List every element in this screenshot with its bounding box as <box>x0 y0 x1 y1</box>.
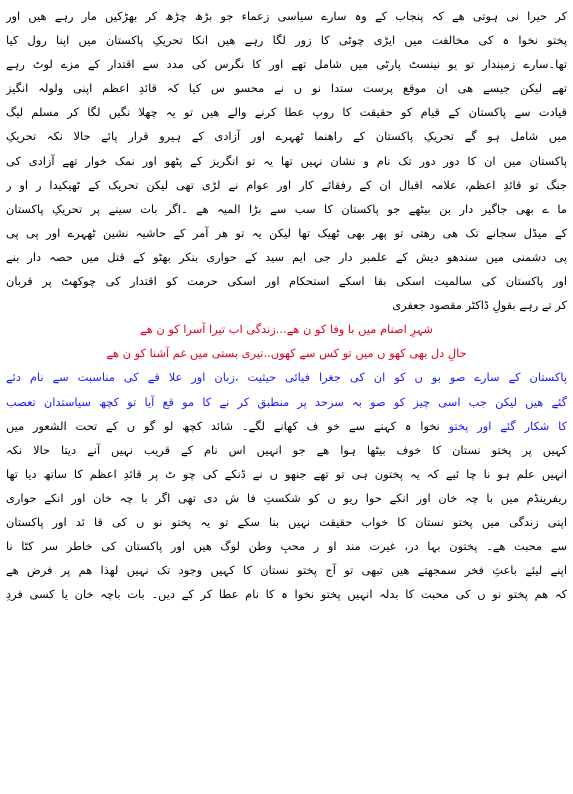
paragraph-1 <box>6 4 567 317</box>
text-line: پختو نخوا ہ کی مخالفت میں ایڑی چوٹی کا زور لگا رہے ھیں انکا تحریکِ پاکستان میں اپنا رول کیا <box>6 33 567 48</box>
highlight-line: گئے ھیں لیکن جب اسی چیز کو صو بہ سرحد پر منطبق کر نے کا مو قع آیا تو کچھ سیاستدان تعصب <box>6 394 567 409</box>
text-line: اپنی زندگی میں پختو نستان کا خواب حقیقت نہیں بنا سکے تو یہ پختو نو ں کی قا ئد اور پاکستان <box>6 514 567 529</box>
text-line: اپنے لیئے باعثِ فخر سمجھتے ھیں تبھی تو آج پختو نستان کا کہیں وجود تک نہیں لھذا ھم پر فرض ھے <box>6 563 567 578</box>
text-line: تھے لیکن جیسے ھی ان موقع پرست ستدا نو ں نے محسو س کیا کہ قائدِ اعظم اپنی ولولہ انگیز <box>6 81 567 96</box>
text-line: کر حیرا نی ہوتی ھے کہ پنجاب کے وہ سارے سیاسی زعماء جو بڑھ چڑھ کر بھڑکیں مار رہے ھیں اور <box>6 9 567 23</box>
verse-line <box>6 317 567 341</box>
verse-line <box>6 341 567 365</box>
mixed-line <box>6 414 567 438</box>
highlight-text: کا شکار گئے اور پختو <box>439 418 567 433</box>
verse-text: شہرِ اصنام میں با وفا کو ن ھے...زندگی اب تیرا آسرا کو ن ھے <box>140 322 433 337</box>
text-line: پاکستان میں ان کا دور دور تک نام و نشان نہیں تھا یہ تو انگریز کے پٹھو اور نمک خوار تھے آزادی کی <box>6 153 567 168</box>
paragraph-2 <box>6 365 567 606</box>
text-line: اور پاکستان کی سالمیت اسکی بقا اسکے استحکام اور اسکی حرمت کو اقتدار کی چوکھٹ پر قربان <box>6 274 567 289</box>
text-line: پی دشمنی میں سندھو دیش کے علمبر دار جی ایم سید کے حواری بنکر بھٹو کے قتل میں حصہ دار بنے <box>6 249 567 264</box>
text-line: کہیں پر پختو نستان کا خوف بیٹھا ہوا ھے جو انہیں اس نام کے قریب نہیں آنے دیتا حالا نکہ <box>6 442 567 457</box>
text-line: قیادت سے پاکستان کے قیام کو حقیقت کا روپ عطا کرنے والے ھیں تو یہ چھلا نگیں لگا کر مسلم لیگ <box>6 105 567 120</box>
text-line: کے میڈل سجانے تک ھی رھتی تو پھر بھی ٹھیک تھا لیکن یہ تو ھر آمر کے حاشیہ نشین ٹھہرے اور پی پی <box>6 225 567 240</box>
verse-block <box>6 317 567 365</box>
text-line: کہ ھم پختو نو ں کی محبت کا بدلہ انہیں پختو نخوا ہ کا نام عطا کر کے دیں۔ بات باچہ خان یا کسی فردِ <box>6 587 567 602</box>
text-line: کر تے رہے بقولِ ڈاکٹر مقصود جعفری <box>392 298 567 313</box>
text-line: میں شامل ہو گے تحریکِ پاکستان کے راھنما ٹھہرے اور آزادی کے ہیرو قرار پائے حالا نکہ تحریکِ <box>6 129 567 144</box>
highlight-line: پاکستان کے سارے صو بو ں کو ان کی جغرا فیائی حیثیت ،زبان اور علا قے کی مناسبت سے نام دئے <box>6 370 567 385</box>
text-line: تھا۔سارے زمیندار تو یو نینسٹ پارٹی میں شامل تھے اور کا نگرس کی مدد سے اقتدار کے مزے لوٹ رہے <box>6 57 567 72</box>
text-line: جنگ تو قائدِ اعظم، علامہ اقبال ان کے رفقائے کار اور عوام نے لڑی تھی لیکن تحریک کے ٹھیکیدا ر او ر <box>6 177 567 192</box>
text-line: انہیں علم ہو نا چا ئیے کہ یہ پختون ہی تو تھے جنھو ں نے ڈنکے کی چو ٹ پر قائدِ اعظم کا ساتھ دیا تھا <box>6 466 567 481</box>
document-page <box>6 4 567 606</box>
text-line: ریفرینڈم میں با چہ خان اور انکے حوا ریو ں کو شکستِ فا ش دی تھی اگر با چہ خان اور انکے حواری <box>6 490 567 505</box>
text-line: سے محبت ھے۔ پختون بہا در، غیرت مند او ر محبِ وطن لوگ ھیں اور پاکستان کی خاطر سر کٹا نا <box>6 539 567 554</box>
verse-text: حالِ دل بھی کھو ں میں تو کس سے کھوں..تیری بستی میں غم آشنا کو ن ھے <box>106 346 467 361</box>
body-text: نخوا ہ کہنے سے خو ف کھانے لگے۔ شائد کچھ لو گو ں کے تحت الشعور میں <box>6 418 440 433</box>
text-line: ما ے بھی جاگیر دار بن بیٹھے جو پاکستان کا سب سے بڑا المیہ ھے ۔اگر بات سینے پر تحریکِ پاکستان <box>6 201 567 216</box>
